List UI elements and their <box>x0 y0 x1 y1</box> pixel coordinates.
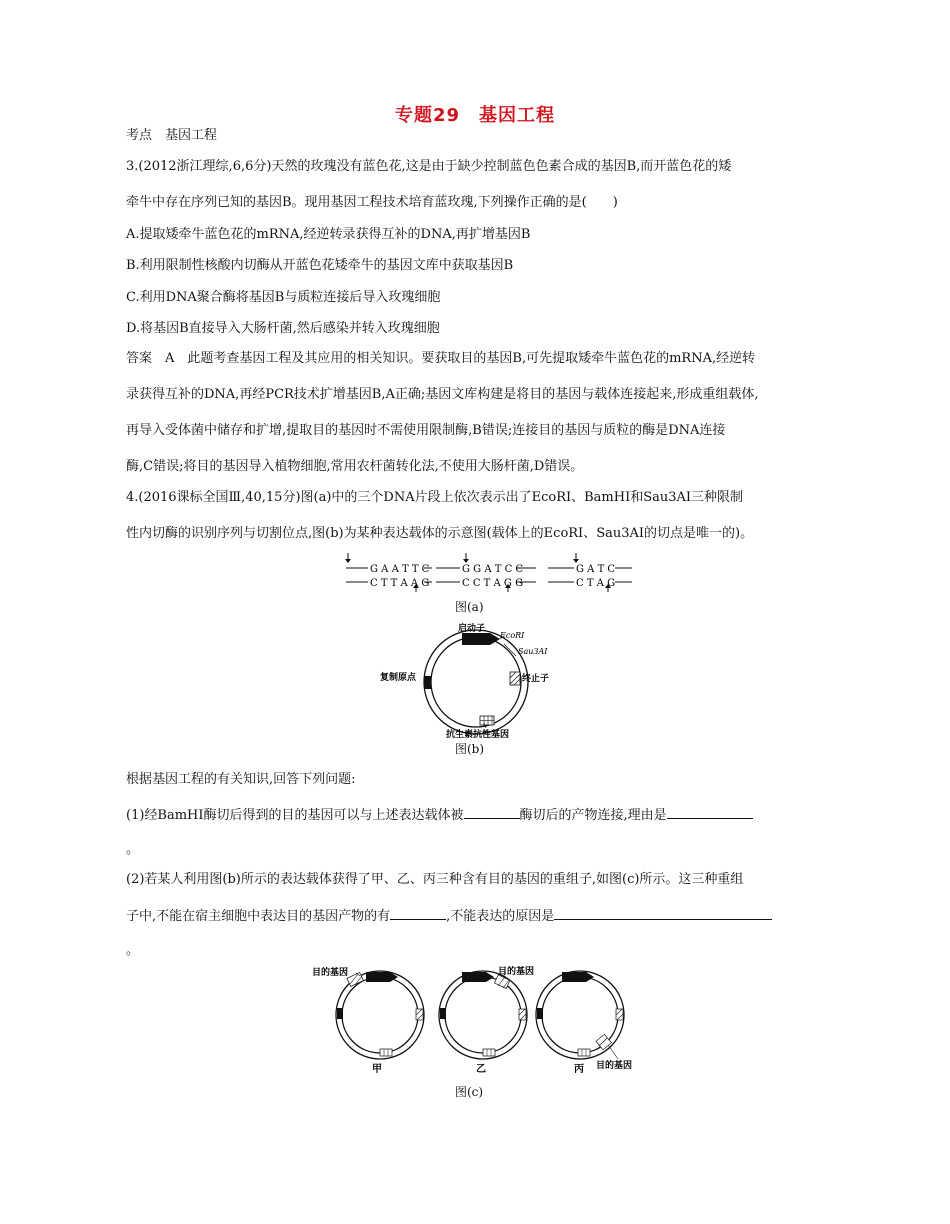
promoter-label: 启动子 <box>458 624 486 634</box>
q4-part2-end: 。 <box>126 943 140 958</box>
q4-part2-blank-reason[interactable] <box>554 907 772 920</box>
q4-part2-text-b: ,不能表达的原因是 <box>446 909 555 924</box>
q4-part2-blank-which[interactable] <box>390 907 446 920</box>
resistance-gene-label: 抗生素抗性基因 <box>446 730 510 740</box>
sau3ai-top-seq: G A T C <box>576 564 616 575</box>
q4-part1 <box>126 806 753 825</box>
origin-label: 复制原点 <box>380 673 417 683</box>
q3-stem-line2: 牵牛中存在序列已知的基因B。现用基因工程技术培育蓝玫瑰,下列操作正确的是( ) <box>126 195 618 210</box>
q3-answer-line1: 答案 A 此题考查基因工程及其应用的相关知识。要获取目的基因B,可先提取矮牵牛蓝色花的mRNA,经逆转 <box>126 351 756 366</box>
q3-answer-line4: 酶,C错误;将目的基因导入植物细胞,常用农杆菌转化法,不使用大肠杆菌,D错误。 <box>126 459 584 474</box>
q3-answer-line3: 再导入受体菌中储存和扩增,提取目的基因时不需使用限制酶,B错误;连接目的基因与质粒的酶是DNA连接 <box>126 423 726 438</box>
bamhi-top-seq: G G A T C C <box>462 564 524 575</box>
figure-a-restriction-sites <box>340 550 640 592</box>
page-title: 专题29 基因工程 <box>394 105 556 126</box>
bing-gene-label: 目的基因 <box>596 1061 633 1071</box>
q4-stem-line1: 4.(2016课标全国Ⅲ,40,15分)图(a)中的三个DNA片段上依次表示出了EcoRⅠ、BamHⅠ和Sau3AⅠ三种限制 <box>126 490 744 505</box>
figure-b-vector <box>380 620 580 740</box>
q4-part2-line1: (2)若某人利用图(b)所示的表达载体获得了甲、乙、丙三种含有目的基因的重组子,如图(c)所示。这三种重组 <box>126 872 744 887</box>
q4-part2-line2 <box>126 907 772 926</box>
ecori-site-label: EcoRⅠ <box>500 631 525 640</box>
q3-stem-line1: 3.(2012浙江理综,6,6分)天然的玫瑰没有蓝色花,这是由于缺少控制蓝色色素合成的基因B,而开蓝色花的矮 <box>126 159 732 174</box>
recombinant-bing <box>536 971 632 1075</box>
jia-gene-label: 目的基因 <box>312 968 349 978</box>
yi-name: 乙 <box>476 1064 486 1075</box>
q3-option-c: C.利用DNA聚合酶将基因B与质粒连接后导入玫瑰细胞 <box>126 290 441 305</box>
q3-answer-line2: 录获得互补的DNA,再经PCR技术扩增基因B,A正确;基因文库构建是将目的基因与载体连接起来,形成重组载体, <box>126 387 759 402</box>
q4-part2-text-a: 子中,不能在宿主细胞中表达目的基因产物的有 <box>126 909 391 924</box>
recombinant-jia <box>312 966 424 1075</box>
terminator-label: 终止子 <box>522 674 550 684</box>
q3-option-a: A.提取矮牵牛蓝色花的mRNA,经逆转录获得互补的DNA,再扩增基因B <box>126 227 531 242</box>
q4-part1-blank-enzyme[interactable] <box>464 806 520 819</box>
sau3ai-bottom-seq: C T A G <box>576 578 616 589</box>
q4-intro: 根据基因工程的有关知识,回答下列问题: <box>126 772 356 787</box>
section-heading: 考点 基因工程 <box>126 128 218 143</box>
jia-name: 甲 <box>372 1064 382 1075</box>
yi-gene-label: 目的基因 <box>498 967 535 977</box>
q4-stem-line2: 性内切酶的识别序列与切割位点,图(b)为某种表达载体的示意图(载体上的EcoRⅠ、Sau3AⅠ的切点是唯一的)。 <box>126 526 754 541</box>
bamhi-bottom-seq: C C T A G G <box>462 578 524 589</box>
q4-part1-end: 。 <box>126 842 140 857</box>
bing-name: 丙 <box>574 1064 584 1075</box>
q4-part1-text-a: (1)经BamHⅠ酶切后得到的目的基因可以与上述表达载体被 <box>126 808 464 823</box>
sau3ai-site-label: Sau3AⅠ <box>518 647 548 656</box>
q3-option-b: B.利用限制性核酸内切酶从开蓝色花矮牵牛的基因文库中获取基因B <box>126 258 514 273</box>
figure-c-caption: 图(c) <box>455 1085 484 1099</box>
q4-part1-blank-reason[interactable] <box>667 806 753 819</box>
ecori-bottom-seq: C T T A A G <box>370 578 430 589</box>
q3-option-d: D.将基因B直接导入大肠杆菌,然后感染并转入玫瑰细胞 <box>126 321 440 336</box>
recombinant-yi <box>439 965 534 1075</box>
ecori-top-seq: G A A T T C <box>370 564 430 575</box>
figure-b-caption: 图(b) <box>455 742 485 756</box>
figure-a-caption: 图(a) <box>455 600 484 614</box>
figure-c-recombinants <box>300 965 650 1080</box>
q4-part1-text-b: 酶切后的产物连接,理由是 <box>519 808 667 823</box>
